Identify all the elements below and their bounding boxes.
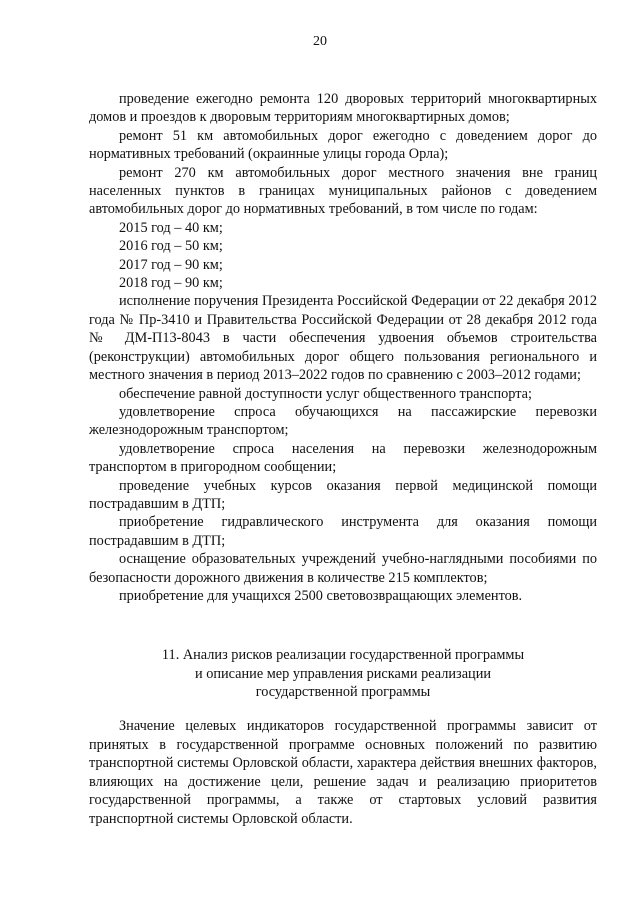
section-heading-line: государственной программы [255, 684, 431, 700]
page-number: 20 [313, 34, 327, 49]
section-heading-line: 11. Анализ рисков реализации государственной программы [161, 647, 525, 663]
paragraph-courtyard-repair: проведение ежегодно ремонта 120 дворовых территорий многоквартирных домов и проездов к дворовым территориям многоквартирных домов; [89, 91, 597, 126]
paragraph-year-2018: 2018 год – 90 км; [119, 275, 223, 292]
section-body [89, 717, 597, 829]
paragraph-public-transport: обеспечение равной доступности услуг общественного транспорта; [119, 385, 532, 402]
paragraph-suburban-rail: удовлетворение спроса населения на перевозки железнодорожным транспортом в пригородном сообщении; [89, 440, 597, 476]
paragraph-president-order: исполнение поручения Президента Российской Федерации от 22 декабря 2012 года № Пр-3410 и Правительства Российской Федерации от 28 декабря 2012 года № ДМ-П13-8043 в части обеспечения удвоения объемов строительства (реконструкции) автомобильных дорог общего пользования регионального и местного значения в период 2013–2022 годов по сравнению с 2003–2012 годами; [89, 293, 597, 384]
paragraph-year-2016: 2016 год – 50 км; [119, 238, 223, 255]
paragraph-hydraulic-tools: приобретение гидравлического инструмента для оказания помощи пострадавшим в ДТП; [89, 514, 597, 549]
paragraph-risk-analysis: Значение целевых индикаторов государственной программы зависит от принятых в государственной программе основных положений по развитию транспортной системы Орловской области, характера действия внешних факторов, влияющих на достижение цели, решение задач и реализацию приоритетов государственной программы, а также от стартовых условий развития транспортной системы Орловской области. [89, 718, 597, 827]
paragraph-road-repair-270km: ремонт 270 км автомобильных дорог местного значения вне границ населенных пунктов в границах муниципальных районов с доведением автомобильных дорог до нормативных требований, в том числе по годам: [89, 164, 597, 218]
paragraph-first-aid-courses: проведение учебных курсов оказания первой медицинской помощи пострадавшим в ДТП; [89, 477, 597, 512]
paragraph-students-rail: удовлетворение спроса обучающихся на пассажирские перевозки железнодорожным транспортом; [89, 403, 597, 439]
section-heading-line: и описание мер управления рисками реализации [194, 665, 492, 682]
measures-list [89, 90, 597, 605]
paragraph-year-2017: 2017 год – 90 км; [119, 256, 223, 273]
paragraph-year-2015: 2015 год – 40 км; [119, 219, 223, 236]
paragraph-teaching-aids: оснащение образовательных учреждений учебно-наглядными пособиями по безопасности дорожного движения в количестве 215 комплектов; [89, 551, 597, 586]
section-heading [89, 646, 597, 702]
paragraph-road-repair-51km: ремонт 51 км автомобильных дорог ежегодно с доведением дорог до нормативных требований (окраинные улицы города Орла); [89, 127, 597, 163]
paragraph-reflective-elements: приобретение для учащихся 2500 световозвращающих элементов. [119, 587, 523, 604]
